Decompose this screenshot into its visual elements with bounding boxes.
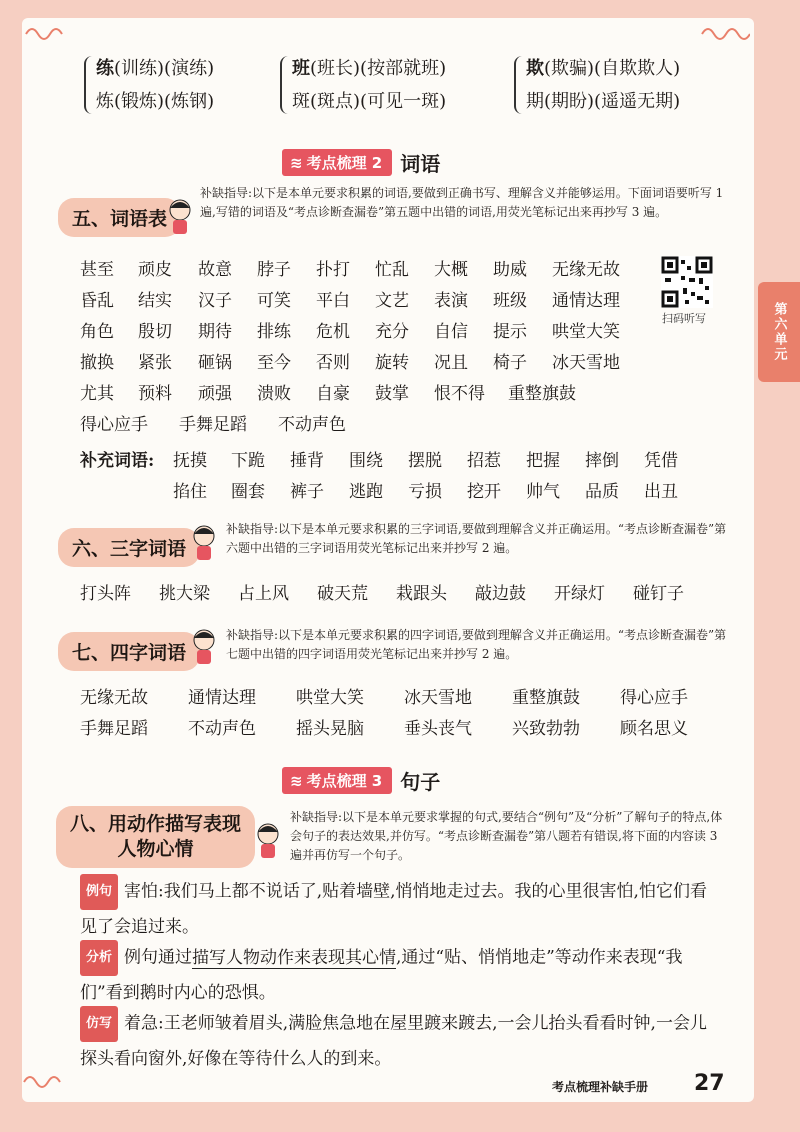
wave-icon: ≋ <box>290 772 303 790</box>
word: 提示 <box>493 322 527 342</box>
word: 旋转 <box>375 353 409 373</box>
student-mascot-icon <box>252 820 284 860</box>
word: 重整旗鼓 <box>508 384 576 404</box>
topic2-heading <box>282 148 440 177</box>
char-row: 练(训练)(演练) <box>96 58 215 79</box>
char-row: 炼(锻炼)(炼钢) <box>96 91 215 112</box>
word: 表演 <box>434 291 468 311</box>
word: 破天荒 <box>317 584 368 604</box>
word-row <box>80 345 620 376</box>
section8-badge <box>56 806 255 868</box>
char-group-3 <box>526 52 680 118</box>
qr-label: 扫码听写 <box>662 312 706 325</box>
char-row: 期(期盼)(遥遥无期) <box>526 91 681 112</box>
analysis <box>80 940 720 1010</box>
word: 砸锅 <box>198 353 232 373</box>
word-row <box>80 576 684 607</box>
word: 否则 <box>316 353 350 373</box>
section7-words <box>80 680 688 742</box>
example-tag: 例句 <box>80 874 118 910</box>
word: 凭借 <box>644 451 678 471</box>
word: 结实 <box>138 291 172 311</box>
topic3-tag: ≋ 考点梳理 3 <box>282 767 392 794</box>
word: 期待 <box>198 322 232 342</box>
word: 通情达理 <box>552 291 620 311</box>
word-row <box>80 443 678 474</box>
section5-guide: 补缺指导:以下是本单元要求积累的词语,要做到正确书写、理解含义并能够运用。下面词语要听写 1 遍,写错的词语及“考点诊断查漏卷”第五题中出错的词语,用荧光笔标记出来再抄写 3 遍。 <box>200 186 724 219</box>
section5-word-grid <box>80 252 620 438</box>
example-sentence <box>80 874 720 944</box>
topic2-tag: ≋ 考点梳理 2 <box>282 149 392 176</box>
word-row <box>80 474 678 505</box>
word: 摔倒 <box>585 451 619 471</box>
word: 打头阵 <box>80 584 131 604</box>
imitate-tag: 仿写 <box>80 1006 118 1042</box>
word-row <box>80 376 620 407</box>
word: 大概 <box>434 260 468 280</box>
word: 汉子 <box>198 291 232 311</box>
word: 通情达理 <box>188 688 256 708</box>
word: 排练 <box>257 322 291 342</box>
imitate-text: 着急:王老师皱着眉头,满脸焦急地在屋里踱来踱去,一会儿抬头看看时钟,一会儿探头看向窗外,好像在等待什么人的到来。 <box>80 1013 707 1069</box>
word: 角色 <box>80 322 114 342</box>
topic2-title: 词语 <box>400 152 441 176</box>
word: 平白 <box>316 291 350 311</box>
word: 摇头晃脑 <box>296 719 364 739</box>
word: 手舞足蹈 <box>179 415 247 435</box>
word: 碰钉子 <box>633 584 684 604</box>
word: 恨不得 <box>434 384 485 404</box>
word: 昏乱 <box>80 291 114 311</box>
word: 哄堂大笑 <box>296 688 364 708</box>
footer-label: 考点梳理补缺手册 <box>552 1080 649 1094</box>
analysis-pre: 例句通过 <box>124 947 193 968</box>
word: 栽跟头 <box>396 584 447 604</box>
word: 摆脱 <box>408 451 442 471</box>
word: 围绕 <box>349 451 383 471</box>
word: 亏损 <box>408 482 442 502</box>
brace-icon <box>84 56 94 114</box>
word: 冰天雪地 <box>552 353 620 373</box>
word: 危机 <box>316 322 350 342</box>
word: 故意 <box>198 260 232 280</box>
analysis-underlined: 描写人物动作来表现其心情 <box>192 947 397 968</box>
word: 预料 <box>138 384 172 404</box>
wave-deco-top-right <box>700 20 750 40</box>
section7-badge: 七、四字词语 <box>58 632 200 671</box>
word: 撤换 <box>80 353 114 373</box>
word: 垂头丧气 <box>404 719 472 739</box>
word-row <box>80 283 620 314</box>
word: 鼓掌 <box>375 384 409 404</box>
word: 帅气 <box>526 482 560 502</box>
brace-icon <box>280 56 290 114</box>
section5-badge: 五、词语表 <box>58 198 181 237</box>
word: 顽强 <box>198 384 232 404</box>
word: 充分 <box>375 322 409 342</box>
word: 下跪 <box>231 451 265 471</box>
word: 可笑 <box>257 291 291 311</box>
wave-deco-bottom-left <box>22 1072 62 1092</box>
word: 班级 <box>493 291 527 311</box>
word: 紧张 <box>138 353 172 373</box>
word: 捶背 <box>290 451 324 471</box>
word: 把握 <box>526 451 560 471</box>
word: 文艺 <box>375 291 409 311</box>
example-text: 害怕:我们马上都不说话了,贴着墙壁,悄悄地走过去。我的心里很害怕,怕它们看见了会追过来。 <box>80 881 707 937</box>
word: 无缘无故 <box>80 688 148 708</box>
word: 得心应手 <box>80 415 148 435</box>
word-row <box>80 680 688 711</box>
word: 扑打 <box>316 260 350 280</box>
supplementary-label: 补充词语: <box>80 451 155 471</box>
section8-guide: 补缺指导:以下是本单元要求掌握的句式,要结合“例句”及“分析”了解句子的特点,体会句子的表达效果,并仿写。“考点诊断查漏卷”第八题若有错误,将下面的内容读 3 遍并再仿写一个句子。 <box>290 810 723 862</box>
word-row <box>80 407 620 438</box>
word: 自豪 <box>316 384 350 404</box>
word: 开绿灯 <box>554 584 605 604</box>
page-number: 27 <box>694 1071 725 1096</box>
word: 挖开 <box>467 482 501 502</box>
word: 无缘无故 <box>552 260 620 280</box>
word: 顽皮 <box>138 260 172 280</box>
word: 兴致勃勃 <box>512 719 580 739</box>
word: 助威 <box>493 260 527 280</box>
section8-badge-line2: 人物心情 <box>117 838 194 860</box>
analysis-post: ,通过“贴、悄悄地走”等动作来表现“我们”看到鹅时内心的恐惧。 <box>80 947 683 1003</box>
qr-code-icon[interactable] <box>661 256 713 308</box>
word: 逃跑 <box>349 482 383 502</box>
word: 重整旗鼓 <box>512 688 580 708</box>
word: 敲边鼓 <box>475 584 526 604</box>
word: 不动声色 <box>188 719 256 739</box>
word: 顾名思义 <box>620 719 688 739</box>
unit-side-tab: 第六单元 <box>758 282 800 382</box>
char-row: 欺(欺骗)(自欺欺人) <box>526 58 681 79</box>
word: 不动声色 <box>278 415 346 435</box>
topic3-heading <box>282 766 440 795</box>
section6-words <box>80 576 684 607</box>
student-mascot-icon <box>164 196 196 236</box>
wave-icon: ≋ <box>290 154 303 172</box>
char-group-2 <box>292 52 446 118</box>
char-row: 斑(斑点)(可见一斑) <box>292 91 447 112</box>
word-row <box>80 314 620 345</box>
word: 掐住 <box>173 482 207 502</box>
word: 圈套 <box>231 482 265 502</box>
section6-guide: 补缺指导:以下是本单元要求积累的三字词语,要做到理解含义并正确运用。“考点诊断查漏卷”第六题中出错的三字词语用荧光笔标记出来并抄写 2 遍。 <box>226 522 727 555</box>
word: 至今 <box>257 353 291 373</box>
word: 哄堂大笑 <box>552 322 620 342</box>
section6-badge: 六、三字词语 <box>58 528 200 567</box>
section7-guide: 补缺指导:以下是本单元要求积累的四字词语,要做到理解含义并正确运用。“考点诊断查漏卷”第七题中出错的四字词语用荧光笔标记出来并抄写 2 遍。 <box>226 628 727 661</box>
word: 忙乱 <box>375 260 409 280</box>
char-row: 班(班长)(按部就班) <box>292 58 447 79</box>
brace-icon <box>514 56 524 114</box>
supplementary-words <box>80 443 678 505</box>
char-group-1 <box>96 52 214 118</box>
word: 椅子 <box>493 353 527 373</box>
word: 招惹 <box>467 451 501 471</box>
word: 脖子 <box>257 260 291 280</box>
word: 溃败 <box>257 384 291 404</box>
word: 出丑 <box>644 482 678 502</box>
student-mascot-icon <box>188 522 220 562</box>
word: 殷切 <box>138 322 172 342</box>
word: 手舞足蹈 <box>80 719 148 739</box>
word: 冰天雪地 <box>404 688 472 708</box>
section8-badge-line1: 八、用动作描写表现 <box>70 813 242 835</box>
word: 况且 <box>434 353 468 373</box>
word: 抚摸 <box>173 451 207 471</box>
word: 裤子 <box>290 482 324 502</box>
word: 品质 <box>585 482 619 502</box>
word: 甚至 <box>80 260 114 280</box>
topic3-title: 句子 <box>400 770 441 794</box>
word-row <box>80 711 688 742</box>
word: 挑大梁 <box>159 584 210 604</box>
wave-deco-top-left <box>24 20 64 40</box>
word: 自信 <box>434 322 468 342</box>
word-row <box>80 252 620 283</box>
word: 尤其 <box>80 384 114 404</box>
analysis-tag: 分析 <box>80 940 118 976</box>
word: 占上风 <box>238 584 289 604</box>
word: 得心应手 <box>620 688 688 708</box>
student-mascot-icon <box>188 626 220 666</box>
imitation <box>80 1006 720 1076</box>
